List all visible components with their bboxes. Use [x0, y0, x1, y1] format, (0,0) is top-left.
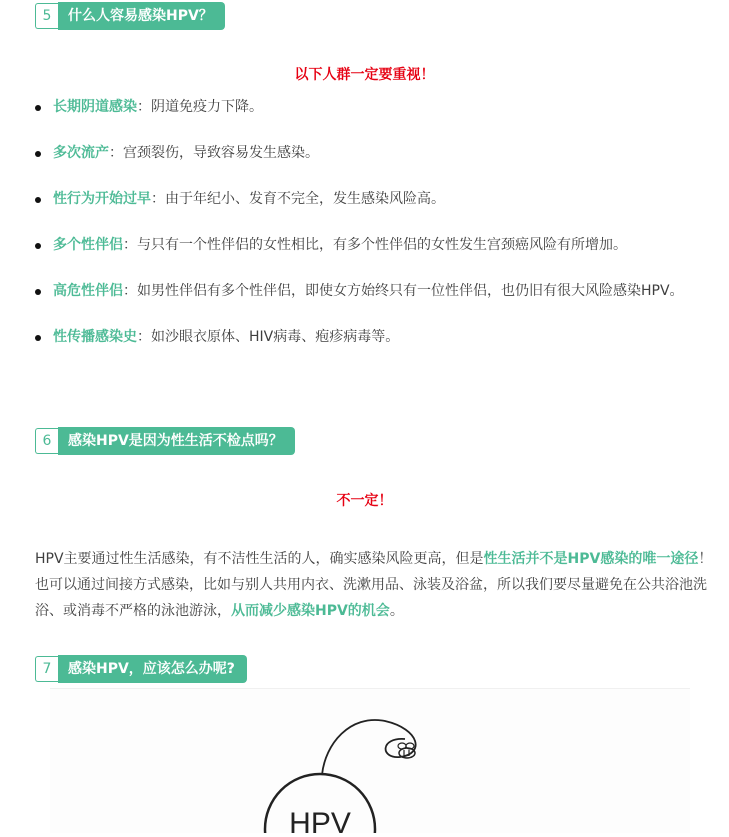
bullet-icon [35, 243, 41, 249]
list-item-keyword: 长期阴道感染 [53, 99, 137, 115]
section-5-highlight: 以下人群一定要重视！ [294, 67, 435, 83]
list-item [35, 326, 715, 349]
paragraph-text: 。 [389, 603, 404, 619]
hpv-virus-drawing [50, 689, 690, 833]
paragraph-emphasis: 从而减少感染HPV的机会 [231, 603, 390, 619]
paragraph-text: ！也可以通过间接方式感染，比如与别人共用内衣、洗漱用品、泳装及浴盆，所以我们要尽量避免在公共浴池洗浴、或消毒不严格的泳池游泳， [35, 551, 713, 619]
bullet-icon [35, 105, 41, 111]
section-6-header [35, 427, 295, 455]
list-item-keyword: 性传播感染史 [53, 329, 137, 345]
list-item-keyword: 多个性伴侣 [53, 237, 123, 253]
section-5-number: 5 [35, 3, 58, 29]
paragraph-text: HPV主要通过性生活感染，有不洁性生活的人，确实感染风险更高，但是 [35, 551, 484, 567]
list-item-text: ：阴道免疫力下降。 [137, 99, 263, 115]
list-item-keyword: 多次流产 [53, 145, 109, 161]
hpv-illustration [50, 688, 690, 833]
list-item [35, 234, 715, 257]
list-item [35, 188, 715, 211]
section-6-paragraph [35, 546, 715, 624]
list-item-text: ：如沙眼衣原体、HIV病毒、疱疹病毒等。 [137, 329, 400, 345]
section-7-number: 7 [35, 656, 58, 682]
bullet-icon [35, 151, 41, 157]
list-item-keyword: 性行为开始过早 [53, 191, 151, 207]
section-5-header [35, 2, 225, 30]
section-6-title: 感染HPV是因为性生活不检点吗？ [58, 427, 295, 455]
list-item [35, 280, 715, 303]
section-7-header [35, 655, 247, 683]
bullet-icon [35, 289, 41, 295]
list-item [35, 96, 715, 119]
section-5-title: 什么人容易感染HPV？ [58, 2, 225, 30]
list-item-keyword: 高危性伴侣 [53, 283, 123, 299]
virus-label: HPV [289, 807, 351, 833]
section-7-title: 感染HPV，应该怎么办呢? [58, 655, 247, 683]
section-6-highlight: 不一定！ [336, 493, 393, 509]
virus-tail [322, 720, 416, 775]
list-item-text: ：如男性伴侣有多个性伴侣，即使女方始终只有一位性伴侣，也仍旧有很大风险感染HPV。 [123, 283, 684, 299]
section-6-number: 6 [35, 428, 58, 454]
list-item [35, 142, 715, 165]
risk-group-list [35, 96, 715, 372]
list-item-text: ：与只有一个性伴侣的女性相比，有多个性伴侣的女性发生宫颈癌风险有所增加。 [123, 237, 627, 253]
list-item-text: ：由于年纪小、发育不完全，发生感染风险高。 [151, 191, 445, 207]
bullet-icon [35, 335, 41, 341]
list-item-text: ：宫颈裂伤，导致容易发生感染。 [109, 145, 319, 161]
paragraph-emphasis: 性生活并不是HPV感染的唯一途径 [483, 551, 699, 567]
bullet-icon [35, 197, 41, 203]
